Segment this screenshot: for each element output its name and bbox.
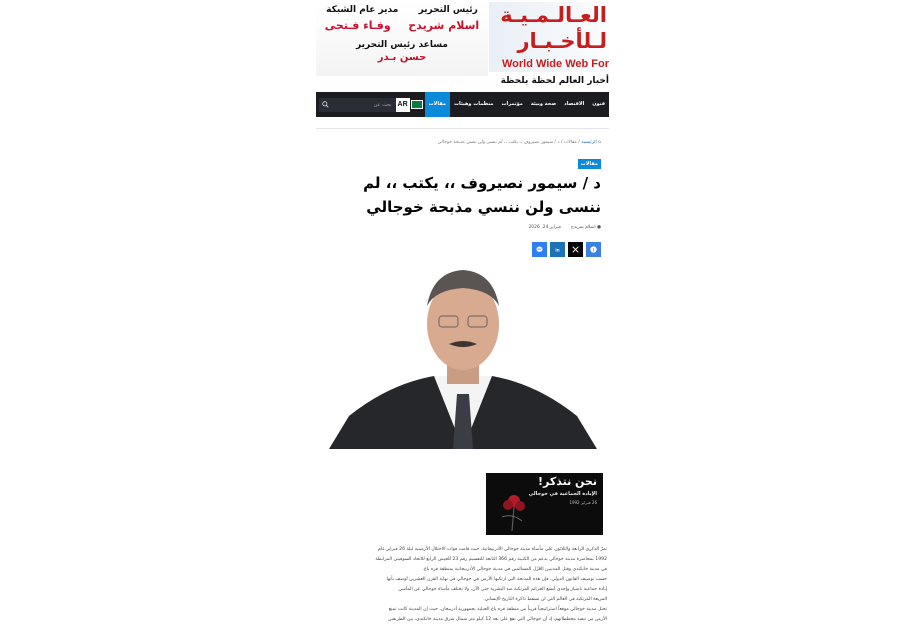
staff-name-director: وفـاء فـتحى [324,19,391,32]
linkedin-icon [554,246,561,253]
breadcrumb-current: د / سيمور نصيروف ،، يكتب ،، لم ننسى ولن ننسي مذبحة خوجالي [437,140,560,145]
body-paragraph-line: تمرّ الذكرى الرابعة والثلاثون على مأساة مدينة خوجالي الأذربيجانية، حيث قامت قوات الاحتلال الأرمينية ليلة 26 فبراير عام [378,547,607,552]
nav-item-health[interactable]: صحة وبيئة [530,101,557,107]
nav-item-economy[interactable]: الاقتصاد [564,101,585,107]
share-facebook-button[interactable] [586,242,601,257]
nav-item-arts[interactable]: فنون [592,101,605,107]
staff-name-editor: اسلام شريدح [408,19,480,32]
breadcrumb-section[interactable]: مقالات [563,140,577,145]
search-placeholder: بحث عن [373,101,392,108]
header-banner[interactable] [316,0,609,86]
body-paragraph-line: حسب توصيف القانون الدولي، فإن هذه المذبحة التي ارتكبها الأرمن في خوجالي في نهاية القرن العشرين تُوصف بأنها [386,577,607,582]
logo-arabic-text: العـالـمـيـة لـلأخـبـار [500,3,607,53]
nav-item-conferences[interactable]: مؤتمرات [501,101,523,107]
poster-date: 26 فبراير 1992 [569,500,597,505]
staff-role-assistant: مساعد رئيس التحرير [356,40,448,50]
nav-item-articles[interactable]: مقالات [425,92,450,117]
khojaly-poster [486,473,603,535]
facebook-icon [590,246,597,253]
breadcrumb [438,140,601,145]
x-icon [572,246,579,253]
body-paragraph-line: المريعة المرتكبة في العالم التي لن تسقط ذاكرة التاريخ الإنساني. [483,597,607,602]
staff-credits [316,2,488,76]
staff-role-editor: رئيس التحرير [418,5,478,15]
main-nav [316,92,609,117]
svg-text:in: in [555,248,560,254]
saudi-flag-icon[interactable] [411,100,423,109]
share-x-button[interactable] [568,242,583,257]
logo-english-text: World Wide Web For [501,58,609,70]
breadcrumb-home[interactable]: الرئيسية [581,140,597,145]
user-icon: ● [597,225,601,230]
messenger-icon [536,246,543,253]
share-messenger-button[interactable] [532,242,547,257]
nav-item-organizations[interactable]: منظمات وهيئات [453,101,494,107]
article-body [319,545,607,625]
article-title: د / سيمور نصيروف ،، يكتب ،، لم ننسى ولن ننسي مذبحة خوجالي [363,174,601,216]
poster-subtitle: الإبادة الجماعية في خوجالي [528,491,597,497]
body-paragraph-line: تحتل مدينة خوجالي موقعاً استراتيجياً قريباً من منطقة قره باغ الجبلية بجمهورية أذربيجان، حيث إن المدينة كانت تمنع [388,607,607,612]
staff-role-director: مدير عام الشبكة [326,5,399,15]
language-switcher[interactable]: AR [396,98,410,112]
category-badge[interactable]: مقالات [578,159,601,169]
content-column [316,0,609,630]
search-icon[interactable] [322,101,329,108]
site-logo[interactable] [489,2,609,86]
author-name: اسلام شريدح [570,225,596,230]
body-paragraph-line: في مدينة خانكندي وقتل المدنيين العُزّل المسالمين في مدينة خوجالي الأذربيجانية بمنطقة قره باغ. [422,567,607,572]
author-link[interactable] [571,225,601,230]
share-buttons [532,242,601,257]
body-paragraph-line: 1992 بمحاصرة مدينة خوجالي بدعم من الكتيبة رقم 366 التابعة للتقسيم رقم 23 للجيش الرابع للاتحاد السوفيتي المرابطة [375,557,607,562]
breadcrumb-separator: / [560,140,563,145]
logo-tagline: أخبار العالم لحظة بلحظة [500,76,609,86]
header-divider [316,128,609,129]
search-input[interactable] [319,98,396,112]
article-featured-image [329,266,597,449]
publish-date: فبراير 24, 2026 [528,225,561,230]
article-meta [528,225,601,230]
body-paragraph-line: الأرمن من تنفيذ مخططاتهم، إذ أن خوجالي التي تقع على بعد 12 كيلو متر شمال شرق مدينة خانكندي، بين الطريقين [388,617,607,622]
svg-text:f: f [592,248,595,254]
breadcrumb-separator: / [578,140,580,145]
home-icon[interactable]: ⌂ [598,140,601,145]
share-linkedin-button[interactable] [550,242,565,257]
flower-illustration [492,487,534,531]
poster-headline: نحن نتذكر! [537,475,597,488]
author-portrait [329,266,597,449]
staff-name-assistant: حسن بـدر [377,52,427,63]
body-paragraph-line: إبادة جماعية بامتياز وإحدى أبشع الجرائم المرتكبة ضد البشرية حتى الآن، ولا تختلف مأساة خوجالي عن المآسي [398,587,607,592]
